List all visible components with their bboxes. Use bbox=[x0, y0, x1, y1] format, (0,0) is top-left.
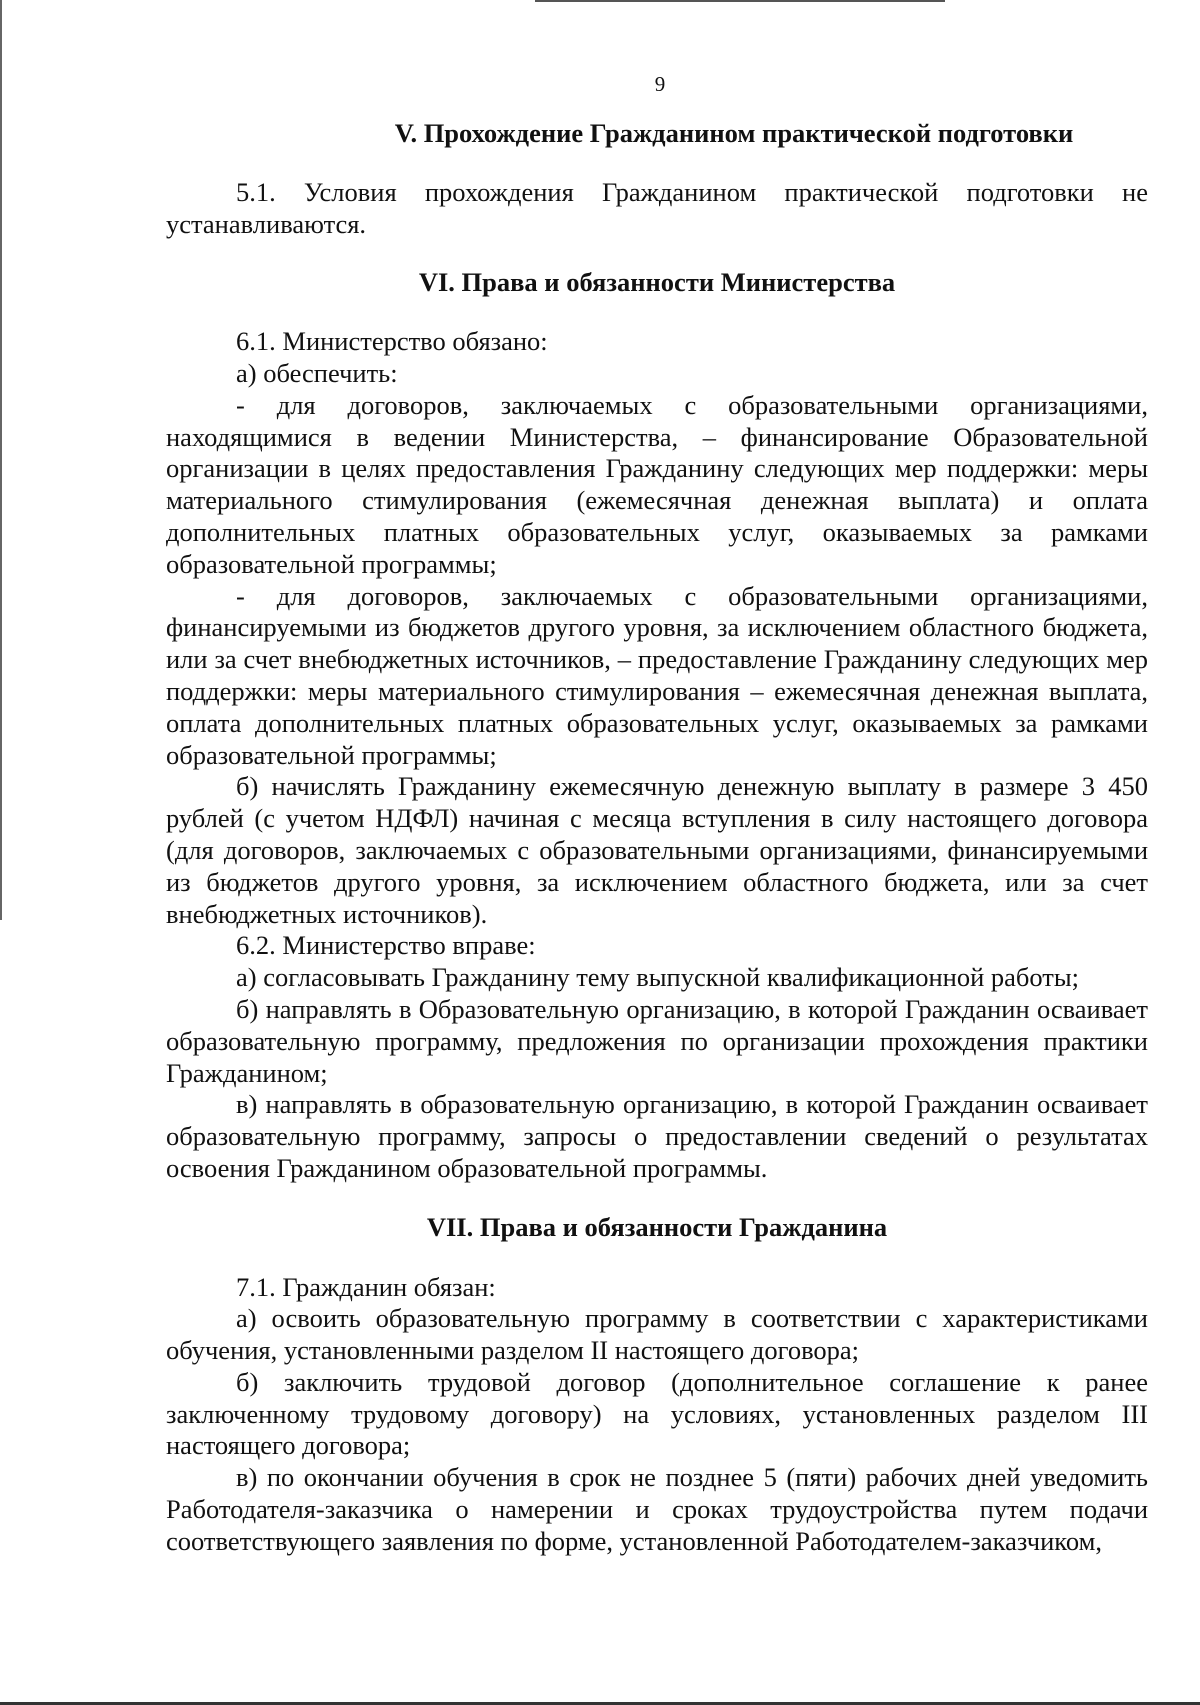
section-heading: VI. Права и обязанности Министерства bbox=[418, 267, 896, 298]
section-heading: VII. Права и обязанности Гражданина bbox=[426, 1211, 888, 1242]
paragraph: 5.1. Условия прохождения Гражданином практической подготовки не устанавливаются. bbox=[166, 176, 1148, 239]
paragraph: 6.1. Министерство обязано: bbox=[236, 326, 548, 357]
section-heading: V. Прохождение Гражданином практической подготовки bbox=[394, 118, 1074, 148]
paragraph: 6.2. Министерство вправе: bbox=[236, 930, 536, 961]
paragraph: б) заключить трудовой договор (дополнительное соглашение к ранее заключенному трудовому договору) на условиях, установленных разделом III настоящего договора; bbox=[166, 1366, 1148, 1461]
paragraph: - для договоров, заключаемых с образовательными организациями, находящимися в ведении Министерства, – финансирование Образовательной организации в целях предоставления Гражданину следующих мер поддержки: меры материального стимулирования (ежемесячная денежная выплата) и оплата дополнительных платных образовательных услуг, оказываемых за рамками образовательной программы; bbox=[166, 389, 1148, 579]
paragraph: а) обеспечить: bbox=[236, 357, 398, 388]
document-body bbox=[166, 118, 1148, 1558]
paragraph: б) направлять в Образовательную организацию, в которой Гражданин осваивает образовательную программу, предложения по организации прохождения практики Гражданином; bbox=[166, 993, 1148, 1088]
paragraph: б) начислять Гражданину ежемесячную денежную выплату в размере 3 450 рублей (с учетом НДФЛ) начиная с месяца вступления в силу настоящего договора (для договоров, заключаемых с образовательными организациями, финансируемыми из бюджетов другого уровня, за исключением областного бюджета, или за счет внебюджетных источников). bbox=[166, 771, 1148, 929]
paragraph: а) освоить образовательную программу в соответствии с характеристиками обучения, установленными разделом II настоящего договора; bbox=[166, 1303, 1148, 1366]
paragraph: в) по окончании обучения в срок не позднее 5 (пяти) рабочих дней уведомить Работодателя-заказчика о намерении и сроках трудоустройства путем подачи соответствующего заявления по форме, установленной Работодателем-заказчиком, bbox=[166, 1462, 1148, 1556]
paragraph: - для договоров, заключаемых с образовательными организациями, финансируемыми из бюджетов другого уровня, за исключением областного бюджета, или за счет внебюджетных источников, – предоставление Гражданину следующих мер поддержки: меры материального стимулирования – ежемесячная денежная выплата, оплата дополнительных платных образовательных услуг, оказываемых за рамками образовательной программы; bbox=[166, 580, 1148, 770]
scan-edge-top bbox=[535, 0, 945, 2]
page-number: 9 bbox=[654, 72, 666, 96]
scan-edge-left bbox=[0, 0, 2, 920]
paragraph: а) согласовывать Гражданину тему выпускной квалификационной работы; bbox=[236, 962, 1080, 993]
paragraph: в) направлять в образовательную организацию, в которой Гражданин осваивает образовательную программу, запросы о предоставлении сведений о результатах освоения Гражданином образовательной программы. bbox=[166, 1089, 1148, 1183]
paragraph: 7.1. Гражданин обязан: bbox=[236, 1271, 496, 1302]
